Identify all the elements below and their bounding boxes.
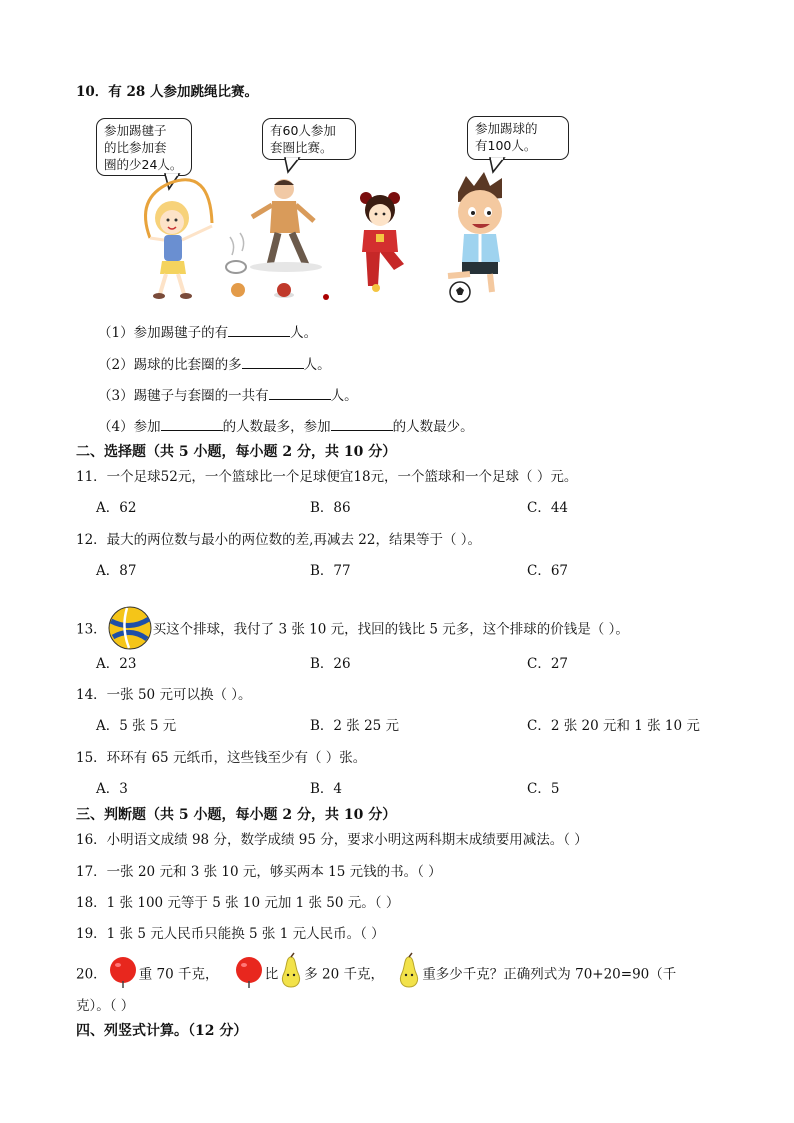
q13-number: 13． [76,621,107,638]
bubble-text: 有60人参加 [270,123,336,138]
q10-sub2-text: （2）踢球的比套圈的多 [98,357,242,373]
q10-sub1 [98,322,317,343]
shuttlecock-girl-illustration [350,190,410,295]
q10-sub4-text-end: 的人数最少。 [392,419,474,435]
q10-sub2 [98,354,331,375]
q20-text-2: 比 [264,966,279,983]
q13-option-a[interactable]: A．23 [96,656,137,672]
q15-option-b[interactable]: B．4 [310,781,343,797]
q14-option-c[interactable]: C．2 张 20 元和 1 张 10 元 [527,718,700,734]
q10-sub4-text-mid: 的人数最多，参加 [222,419,331,435]
q20-line1 [76,958,676,992]
bubble-text: 套圈比赛。 [270,140,333,155]
q18-text: 18．1 张 100 元等于 5 张 10 元加 1 张 50 元。（ ） [76,895,400,911]
q12-text: 12．最大的两位数与最小的两位数的差,再减去 22，结果等于（ ）。 [76,532,481,548]
q12-option-b[interactable]: B．77 [310,563,351,579]
q14-text: 14．一张 50 元可以换（ ）。 [76,687,252,703]
q11-text: 11．一个足球52元，一个篮球比一个足球便宜18元，一个篮球和一个足球（ ）元。 [76,469,578,485]
answer-blank[interactable] [331,416,393,431]
ring-toss-man-illustration [222,175,342,305]
pear-icon [396,955,422,989]
answer-blank[interactable] [161,416,223,431]
q14-option-b[interactable]: B．2 张 25 元 [310,718,400,734]
bubble-text: 的比参加套 [104,140,167,155]
q16-text: 16．小明语文成绩 98 分，数学成绩 95 分，要求小明这两科期末成绩要用减法。（ ） [76,832,588,848]
q17-text: 17．一张 20 元和 3 张 10 元，够买两本 15 元钱的书。（ ） [76,864,442,880]
section-heading-choice: 二、选择题（共 5 小题，每小题 2 分，共 10 分） [76,444,397,460]
q10-sub4 [98,416,474,437]
q14-option-a[interactable]: A．5 张 5 元 [96,718,177,734]
speech-bubble-middle [262,118,356,160]
q13-option-c[interactable]: C．27 [527,656,569,672]
q15-option-a[interactable]: A．3 [96,781,128,797]
bubble-tail-middle [285,157,305,177]
apple-icon [107,955,139,989]
bubble-text: 有100人。 [475,138,537,153]
section-heading-vertical-calc: 四、列竖式计算。（12 分） [76,1023,248,1039]
q11-option-c[interactable]: C．44 [527,500,569,516]
q12-option-a[interactable]: A．87 [96,563,137,579]
q20-text-4: 重多少千克？正确列式为 70+20=90（千 [422,966,677,983]
apple-icon [233,955,265,989]
q10-stem: 10．有 28 人参加跳绳比赛。 [76,84,258,100]
bubble-text: 圈的少24人。 [104,157,183,172]
q10-sub2-unit: 人。 [303,357,331,373]
q10-sub4-text: （4）参加 [98,419,161,435]
q10-sub3-unit: 人。 [330,388,358,404]
q19-text: 19．1 张 5 元人民币只能换 5 张 1 元人民币。（ ） [76,926,385,942]
pear-icon [278,955,304,989]
answer-blank[interactable] [242,354,304,369]
q15-option-c[interactable]: C．5 [527,781,560,797]
section-heading-judgement: 三、判断题（共 5 小题，每小题 2 分，共 10 分） [76,807,397,823]
speech-bubble-left [96,118,192,176]
bubble-text: 参加踢毽子 [104,123,167,138]
q10-sub3 [98,385,358,406]
q13-body: 买这个排球，我付了 3 张 10 元，找回的钱比 5 元多，这个排球的价钱是（ ）。 [152,621,629,638]
q20-text-1: 重 70 千克， [138,966,219,983]
bubble-text: 参加踢球的 [475,121,538,136]
q20-number: 20． [76,966,107,983]
girl-jumping-rope-illustration [140,178,220,303]
q12-option-c[interactable]: C．67 [527,563,569,579]
q10-sub3-text: （3）踢毽子与套圈的一共有 [98,388,269,404]
answer-blank[interactable] [269,385,331,400]
answer-blank[interactable] [228,322,290,337]
q13-text [76,607,629,653]
speech-bubble-right [467,116,569,160]
volleyball-icon [107,605,153,651]
q11-option-b[interactable]: B．86 [310,500,351,516]
q13-option-b[interactable]: B．26 [310,656,351,672]
soccer-boy-illustration [440,172,520,302]
q20-line2: 克）。（ ） [76,998,135,1014]
q10-sub1-unit: 人。 [290,325,318,341]
q11-option-a[interactable]: A．62 [96,500,137,516]
q15-text: 15．环环有 65 元纸币，这些钱至少有（ ）张。 [76,750,367,766]
q20-text-3: 多 20 千克， [304,966,385,983]
q10-sub1-text: （1）参加踢毽子的有 [98,325,229,341]
